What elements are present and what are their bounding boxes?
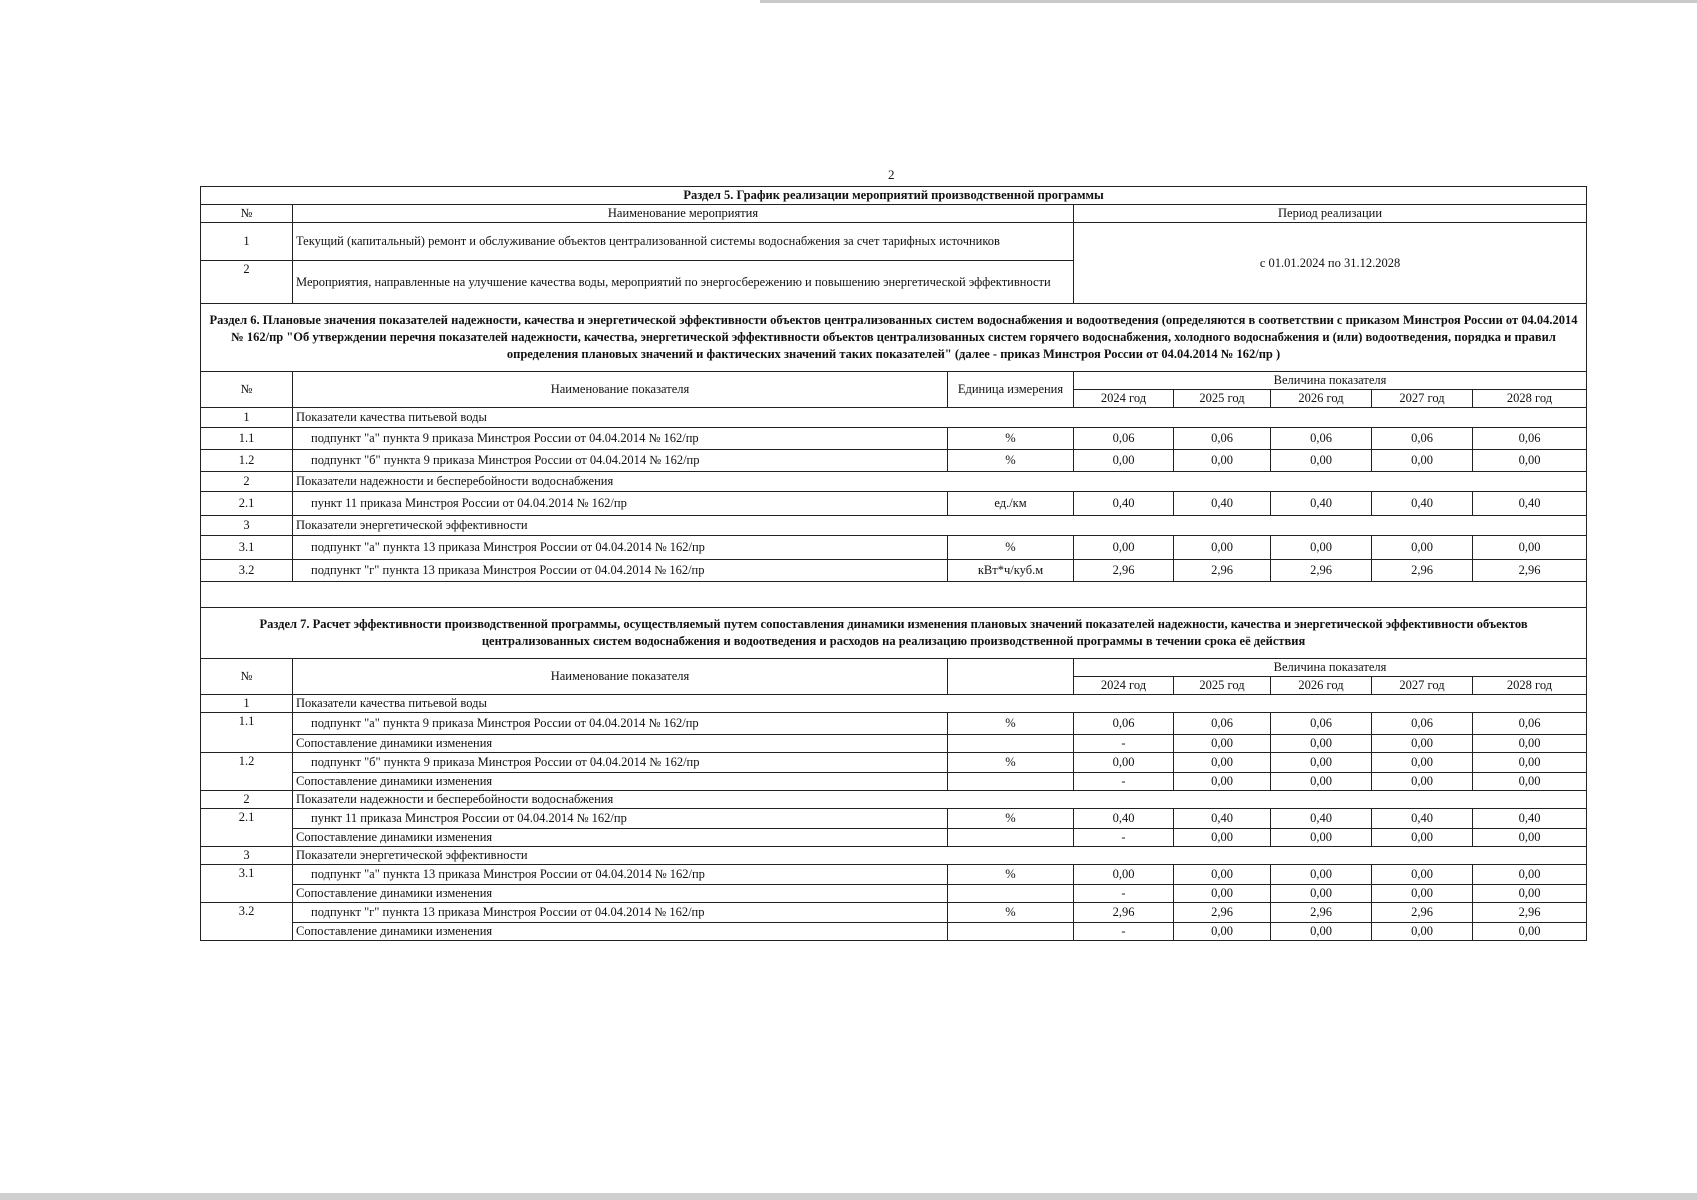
s7-g2-no: 2 [201,791,293,809]
s7-r31-c: 0,00 [1174,885,1271,903]
s7-year: 2027 год [1372,677,1473,695]
scan-edge-top [760,0,1697,3]
s6-r32-v: 2,96 [1473,560,1587,582]
s6-r31-v: 0,00 [1074,536,1174,560]
s6-r31-v: 0,00 [1174,536,1271,560]
s6-r12-v: 0,00 [1473,450,1587,472]
s6-r12-v: 0,00 [1372,450,1473,472]
s6-year: 2026 год [1271,390,1372,408]
s7-r21-c: 0,00 [1271,829,1372,847]
table-row [201,809,1587,829]
s7-r11-v: 0,06 [1473,713,1587,735]
s6-r11-v: 0,06 [1271,428,1372,450]
s7-r31-name: подпункт "а" пункта 13 приказа Минстроя России от 04.04.2014 № 162/пр [293,865,948,885]
s7-year: 2025 год [1174,677,1271,695]
s7-r32-v: 2,96 [1271,903,1372,923]
section6-title: Раздел 6. Плановые значения показателей надежности, качества и энергетической эффективности объектов централизованных систем водоснабжения и водоотведения (определяются в соответствии с приказом Минстроя России от 04.04.2014 № 162/пр "Об утверждении перечня показателей надежности, качества, энергетической эффективности объектов централизованных систем горячего водоснабжения, холодного водоснабжения и (или) водоотведения, порядка и правил определения плановых значений и фактических значений таких показателей" (далее - приказ Минстроя России от 04.04.2014 № 162/пр ) [201,304,1587,372]
s7-r12-c: 0,00 [1372,773,1473,791]
s7-r31-v: 0,00 [1372,865,1473,885]
s7-r21-no: 2.1 [201,809,293,847]
table-row [201,885,1587,903]
s5-row-1 [201,223,1587,261]
s7-r31-cmp-label: Сопоставление динамики изменения [293,885,948,903]
s6-r21-v: 0,40 [1473,492,1587,516]
s7-r12-v: 0,00 [1174,753,1271,773]
s7-g1-name: Показатели качества питьевой воды [293,695,1587,713]
s7-r12-unit: % [948,753,1074,773]
s7-r11-c: 0,00 [1271,735,1372,753]
s7-r32-unit: % [948,903,1074,923]
s6-r21-v: 0,40 [1174,492,1271,516]
s7-r12-name: подпункт "б" пункта 9 приказа Минстроя России от 04.04.2014 № 162/пр [293,753,948,773]
s6-g2-no: 2 [201,472,293,492]
s7-r32-name: подпункт "г" пункта 13 приказа Минстроя России от 04.04.2014 № 162/пр [293,903,948,923]
s6-r21-v: 0,40 [1372,492,1473,516]
s7-r11-c: 0,00 [1372,735,1473,753]
s7-r11-v: 0,06 [1074,713,1174,735]
s7-r32-no: 3.2 [201,903,293,941]
s7-col-value: Величина показателя [1074,659,1587,677]
s6-r32-unit: кВт*ч/куб.м [948,560,1074,582]
s7-r21-v: 0,40 [1372,809,1473,829]
s7-r11-c: - [1074,735,1174,753]
s7-r11-v: 0,06 [1271,713,1372,735]
s7-group-row [201,695,1587,713]
s7-r21-unit: % [948,809,1074,829]
s6-r11-no: 1.1 [201,428,293,450]
s6-group-row [201,516,1587,536]
table-row [201,903,1587,923]
table-row [201,829,1587,847]
s7-g3-name: Показатели энергетической эффективности [293,847,1587,865]
s6-r31-name: подпункт "а" пункта 13 приказа Минстроя России от 04.04.2014 № 162/пр [293,536,948,560]
s7-r21-c: - [1074,829,1174,847]
s6-r21-v: 0,40 [1074,492,1174,516]
s7-g3-no: 3 [201,847,293,865]
s6-r12-v: 0,00 [1074,450,1174,472]
s7-r32-c: - [1074,923,1174,941]
table-row [201,492,1587,516]
s6-r32-no: 3.2 [201,560,293,582]
table-row [201,773,1587,791]
s6-r31-v: 0,00 [1372,536,1473,560]
s6-r32-v: 2,96 [1372,560,1473,582]
s6-r11-v: 0,06 [1074,428,1174,450]
section5-title: Раздел 5. График реализации мероприятий производственной программы [201,187,1587,205]
s6-r21-v: 0,40 [1271,492,1372,516]
s6-group-row [201,472,1587,492]
s7-r32-v: 2,96 [1174,903,1271,923]
s7-r11-v: 0,06 [1372,713,1473,735]
s6-r11-v: 0,06 [1473,428,1587,450]
s7-r11-c: 0,00 [1174,735,1271,753]
s7-r21-c: 0,00 [1174,829,1271,847]
s6-r12-v: 0,00 [1174,450,1271,472]
table-row [201,713,1587,735]
s7-r12-c: 0,00 [1174,773,1271,791]
s6-r11-unit: % [948,428,1074,450]
s6-r31-v: 0,00 [1271,536,1372,560]
s7-r31-unit: % [948,865,1074,885]
s7-r12-c: - [1074,773,1174,791]
s6-r32-v: 2,96 [1174,560,1271,582]
s5-col-no: № [201,205,293,223]
s6-col-value: Величина показателя [1074,372,1587,390]
s7-r32-c: 0,00 [1473,923,1587,941]
table-row [201,536,1587,560]
s7-col-unit [948,659,1074,695]
s7-r32-c: 0,00 [1174,923,1271,941]
s6-r21-no: 2.1 [201,492,293,516]
s6-r12-unit: % [948,450,1074,472]
s7-r31-v: 0,00 [1074,865,1174,885]
s6-group-row [201,408,1587,428]
s7-r21-v: 0,40 [1473,809,1587,829]
s7-r21-c: 0,00 [1372,829,1473,847]
s7-r32-c: 0,00 [1271,923,1372,941]
s7-r31-v: 0,00 [1271,865,1372,885]
s7-r12-v: 0,00 [1271,753,1372,773]
s7-r21-name: пункт 11 приказа Минстроя России от 04.04.2014 № 162/пр [293,809,948,829]
s7-r11-v: 0,06 [1174,713,1271,735]
s7-r11-no: 1.1 [201,713,293,753]
s6-r32-v: 2,96 [1074,560,1174,582]
main-table [200,186,1587,941]
s7-col-name: Наименование показателя [293,659,948,695]
s6-r11-v: 0,06 [1372,428,1473,450]
s6-year: 2025 год [1174,390,1271,408]
s6-r11-v: 0,06 [1174,428,1271,450]
s7-group-row [201,847,1587,865]
s7-r21-v: 0,40 [1174,809,1271,829]
s7-r32-v: 2,96 [1074,903,1174,923]
s6-g2-name: Показатели надежности и бесперебойности водоснабжения [293,472,1587,492]
s7-r32-cmp-label: Сопоставление динамики изменения [293,923,948,941]
table-row [201,735,1587,753]
s5-row-2-no: 2 [201,261,293,304]
s7-r21-v: 0,40 [1271,809,1372,829]
s7-r12-c: 0,00 [1271,773,1372,791]
s7-r12-no: 1.2 [201,753,293,791]
s6-col-no: № [201,372,293,408]
s6-g1-no: 1 [201,408,293,428]
s7-r12-v: 0,00 [1074,753,1174,773]
table-row [201,450,1587,472]
page-number: 2 [888,167,895,182]
s7-r11-c: 0,00 [1473,735,1587,753]
s6-year: 2024 год [1074,390,1174,408]
s5-period: с 01.01.2024 по 31.12.2028 [1074,223,1587,304]
section7-title: Раздел 7. Расчет эффективности производственной программы, осуществляемый путем сопоставления динамики изменения плановых значений показателей надежности, качества и энергетической эффективности объектов централизованных систем водоснабжения и водоотведения и расходов на реализацию производственной программы в течении срока её действия [201,608,1587,659]
s7-r31-c: - [1074,885,1174,903]
document-body [200,186,1586,941]
table-row [201,560,1587,582]
s5-row-2-name: Мероприятия, направленные на улучшение качества воды, мероприятий по энергосбережению и повышению энергетической эффективности [293,261,1074,304]
s7-r32-v: 2,96 [1372,903,1473,923]
s6-col-name: Наименование показателя [293,372,948,408]
s7-r31-c: 0,00 [1271,885,1372,903]
s6-r21-unit: ед./км [948,492,1074,516]
s7-col-no: № [201,659,293,695]
s6-g1-name: Показатели качества питьевой воды [293,408,1587,428]
s6-r11-name: подпункт "а" пункта 9 приказа Минстроя России от 04.04.2014 № 162/пр [293,428,948,450]
s7-g1-no: 1 [201,695,293,713]
s7-g2-name: Показатели надежности и бесперебойности водоснабжения [293,791,1587,809]
s7-r31-v: 0,00 [1174,865,1271,885]
s7-r32-c: 0,00 [1372,923,1473,941]
s5-row-1-name: Текущий (капитальный) ремонт и обслуживание объектов централизованной системы водоснабжения за счет тарифных источников [293,223,1074,261]
s6-r12-v: 0,00 [1271,450,1372,472]
s7-r31-cmp-unit [948,885,1074,903]
s7-year: 2026 год [1271,677,1372,695]
s7-r31-no: 3.1 [201,865,293,903]
s5-col-period: Период реализации [1074,205,1587,223]
s6-year: 2028 год [1473,390,1587,408]
table-row [201,428,1587,450]
s7-r12-cmp-unit [948,773,1074,791]
s6-year: 2027 год [1372,390,1473,408]
s7-r21-cmp-unit [948,829,1074,847]
s7-r21-c: 0,00 [1473,829,1587,847]
s7-r32-cmp-unit [948,923,1074,941]
table-row [201,923,1587,941]
s6-g3-no: 3 [201,516,293,536]
s6-r31-unit: % [948,536,1074,560]
s6-r31-v: 0,00 [1473,536,1587,560]
s7-r12-c: 0,00 [1473,773,1587,791]
s7-year: 2028 год [1473,677,1587,695]
s7-r11-unit: % [948,713,1074,735]
s7-r31-c: 0,00 [1372,885,1473,903]
s6-col-unit: Единица измерения [948,372,1074,408]
table-row [201,865,1587,885]
s5-row-1-no: 1 [201,223,293,261]
s7-r32-v: 2,96 [1473,903,1587,923]
s7-r11-cmp-unit [948,735,1074,753]
s7-r31-v: 0,00 [1473,865,1587,885]
s6-r32-v: 2,96 [1271,560,1372,582]
s7-r21-v: 0,40 [1074,809,1174,829]
s7-r11-name: подпункт "а" пункта 9 приказа Минстроя России от 04.04.2014 № 162/пр [293,713,948,735]
s7-group-row [201,791,1587,809]
spacer [201,582,1587,608]
s6-r31-no: 3.1 [201,536,293,560]
s7-r31-c: 0,00 [1473,885,1587,903]
s7-r21-cmp-label: Сопоставление динамики изменения [293,829,948,847]
s6-r32-name: подпункт "г" пункта 13 приказа Минстроя России от 04.04.2014 № 162/пр [293,560,948,582]
s6-r12-no: 1.2 [201,450,293,472]
s7-year: 2024 год [1074,677,1174,695]
scan-edge-bottom [0,1193,1697,1200]
s7-r12-v: 0,00 [1473,753,1587,773]
s6-r21-name: пункт 11 приказа Минстроя России от 04.04.2014 № 162/пр [293,492,948,516]
s6-g3-name: Показатели энергетической эффективности [293,516,1587,536]
s7-r12-v: 0,00 [1372,753,1473,773]
table-row [201,753,1587,773]
s6-r12-name: подпункт "б" пункта 9 приказа Минстроя России от 04.04.2014 № 162/пр [293,450,948,472]
s5-col-name: Наименование мероприятия [293,205,1074,223]
s7-r11-cmp-label: Сопоставление динамики изменения [293,735,948,753]
s7-r12-cmp-label: Сопоставление динамики изменения [293,773,948,791]
